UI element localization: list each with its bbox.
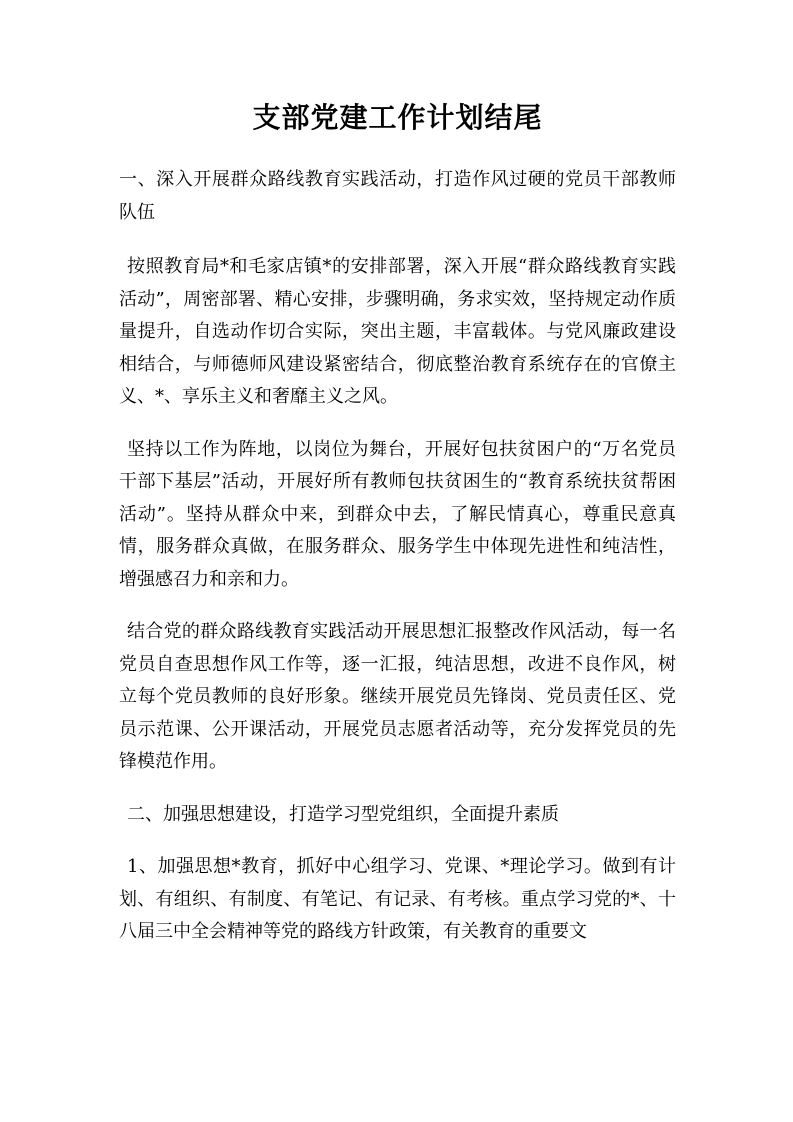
section-heading-1: 一、深入开展群众路线教育实践活动，打造作风过硬的党员干部教师队伍 <box>119 169 676 223</box>
body-paragraph: 1、加强思想*教育，抓好中心组学习、党课、*理论学习。做到有计划、有组织、有制度、有笔记、有记录、有考核。重点学习党的*、十八届三中全会精神等党的路线方针政策，有关教育的重要文 <box>119 856 676 942</box>
body-paragraph: 按照教育局*和毛家店镇*的安排部署，深入开展“群众路线教育实践活动”，周密部署、精心安排，步骤明确，务求实效，坚持规定动作质量提升，自选动作切合实际，突出主题，丰富载体。与党风廉政建设相结合，与师德师风建设紧密结合，彻底整治教育系统存在的官僚主义、*、享乐主义和奢靡主义之风。 <box>119 256 676 407</box>
section-heading-2: 二、加强思想建设，打造学习型党组织，全面提升素质 <box>127 803 559 825</box>
body-paragraph: 结合党的群众路线教育实践活动开展思想汇报整改作风活动，每一名党员自查思想作风工作等，逐一汇报，纯洁思想，改进不良作风，树立每个党员教师的良好形象。继续开展党员先锋岗、党员责任区、党员示范课、公开课活动，开展党员志愿者活动等，充分发挥党员的先锋模范作用。 <box>119 621 676 772</box>
document-title: 支部党建工作计划结尾 <box>252 101 543 134</box>
body-paragraph: 坚持以工作为阵地，以岗位为舞台，开展好包扶贫困户的“万名党员干部下基层”活动，开展好所有教师包扶贫困生的“教育系统扶贫帮困活动”。坚持从群众中来，到群众中去，了解民情真心，尊重民意真情，服务群众真做，在服务群众、服务学生中体现先进性和纯洁性，增强感召力和亲和力。 <box>119 438 676 590</box>
